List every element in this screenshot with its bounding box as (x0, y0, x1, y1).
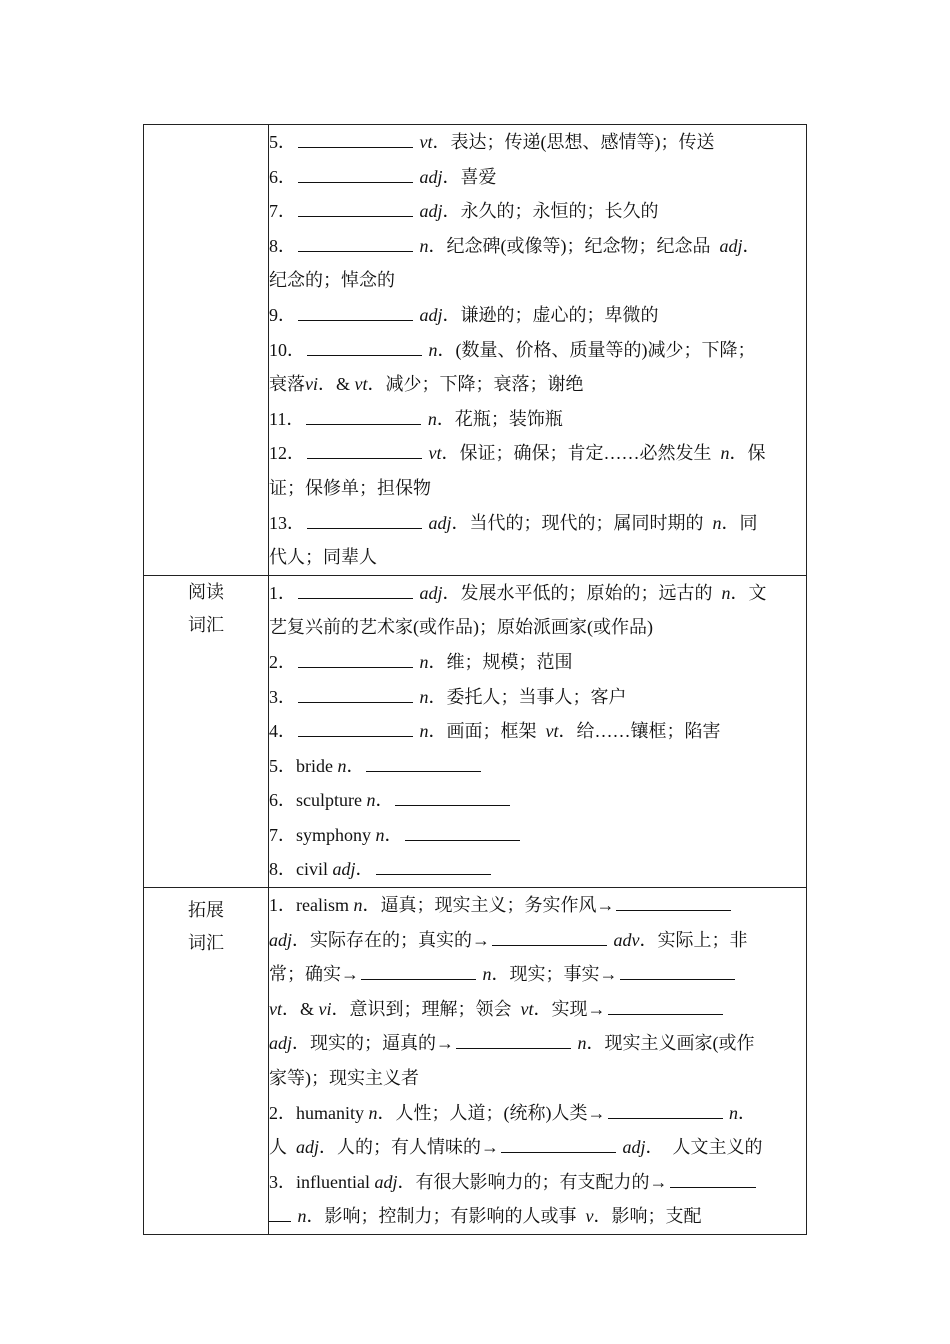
answer-blank[interactable] (456, 1030, 571, 1049)
answer-blank[interactable] (608, 1100, 723, 1119)
items-cell (269, 125, 807, 576)
answer-blank[interactable] (620, 961, 735, 980)
vocab-item: 9． adj．谦逊的；虚心的；卑微的 (269, 298, 806, 333)
table-row (144, 575, 807, 887)
table-row (144, 125, 807, 576)
category-cell-extended (144, 888, 269, 1235)
answer-blank[interactable] (608, 996, 723, 1015)
answer-blank[interactable] (298, 580, 413, 599)
vocab-item: 5． vt．表达；传递(思想、感情等)；传送 (269, 125, 806, 160)
answer-blank[interactable] (307, 337, 422, 356)
answer-blank[interactable] (298, 233, 413, 252)
vocab-item: 3．influential adj．有很大影响力的；有支配力的→ n．影响；控制力；有影响的人或事 v．影响；支配 (269, 1165, 806, 1234)
answer-blank[interactable] (307, 440, 422, 459)
answer-blank[interactable] (405, 822, 520, 841)
answer-blank[interactable] (616, 892, 731, 911)
vocab-item: 1． adj．发展水平低的；原始的；远古的 n．文 艺复兴前的艺术家(或作品)；原始派画家(或作品) (269, 576, 806, 645)
answer-blank[interactable] (492, 927, 607, 946)
answer-blank[interactable] (298, 198, 413, 217)
vocab-item: 8．civil adj． (269, 852, 806, 887)
vocab-item: 13． adj．当代的；现代的；属同时期的 n．同 代人；同辈人 (269, 506, 806, 575)
answer-blank[interactable] (366, 753, 481, 772)
category-label: 阅读 (188, 581, 224, 602)
category-cell-reading (144, 575, 269, 887)
answer-blank[interactable] (298, 649, 413, 668)
answer-blank[interactable] (298, 684, 413, 703)
answer-blank[interactable] (298, 302, 413, 321)
vocab-item: 7．symphony n． (269, 818, 806, 853)
vocabulary-table (143, 124, 807, 1235)
answer-blank[interactable] (395, 787, 510, 806)
answer-blank[interactable] (376, 856, 491, 875)
table-row (144, 888, 807, 1235)
answer-blank[interactable] (361, 961, 476, 980)
vocab-item: 7． adj．永久的；永恒的；长久的 (269, 194, 806, 229)
vocab-item: 4． n．画面；框架 vt．给……镶框；陷害 (269, 714, 806, 749)
vocab-item: 11． n．花瓶；装饰瓶 (269, 402, 806, 437)
answer-blank[interactable] (501, 1134, 616, 1153)
answer-blank[interactable] (269, 1203, 291, 1222)
items-cell (269, 888, 807, 1235)
answer-blank[interactable] (298, 129, 413, 148)
category-cell-empty (144, 125, 269, 576)
answer-blank[interactable] (670, 1169, 756, 1188)
vocab-item: 12． vt．保证；确保；肯定……必然发生 n．保 证；保修单；担保物 (269, 436, 806, 505)
vocab-item: 2． n．维；规模；范围 (269, 645, 806, 680)
vocab-item: 6． adj．喜爱 (269, 160, 806, 195)
vocab-item: 3． n．委托人；当事人；客户 (269, 680, 806, 715)
answer-blank[interactable] (298, 718, 413, 737)
vocab-item: 2．humanity n．人性；人道；(统称)人类→ n． 人 adj．人的；有人情味的→ adj． 人文主义的 (269, 1096, 806, 1165)
category-label: 词汇 (188, 614, 224, 635)
vocab-item: 8． n．纪念碑(或像等)；纪念物；纪念品 adj． 纪念的；悼念的 (269, 229, 806, 298)
items-cell (269, 575, 807, 887)
answer-blank[interactable] (307, 510, 422, 529)
category-label: 词汇 (188, 933, 224, 954)
vocab-item: 6．sculpture n． (269, 783, 806, 818)
category-label: 拓展 (188, 900, 224, 921)
vocab-item: 5．bride n． (269, 749, 806, 784)
vocab-item: 1．realism n．逼真；现实主义；务实作风→ adj．实际存在的；真实的→ adv．实际上；非 常；确实→ n．现实；事实→ vt．& vi．意识到；理解；领会 vt．实现→ adj．现实的；逼真的→ n．现实主义画家(或作 家等)；现实主义者 (269, 888, 806, 1096)
answer-blank[interactable] (298, 164, 413, 183)
answer-blank[interactable] (306, 406, 421, 425)
vocab-item: 10． n．(数量、价格、质量等的)减少；下降； 衰落vi．& vt．减少；下降；衰落；谢绝 (269, 333, 806, 402)
